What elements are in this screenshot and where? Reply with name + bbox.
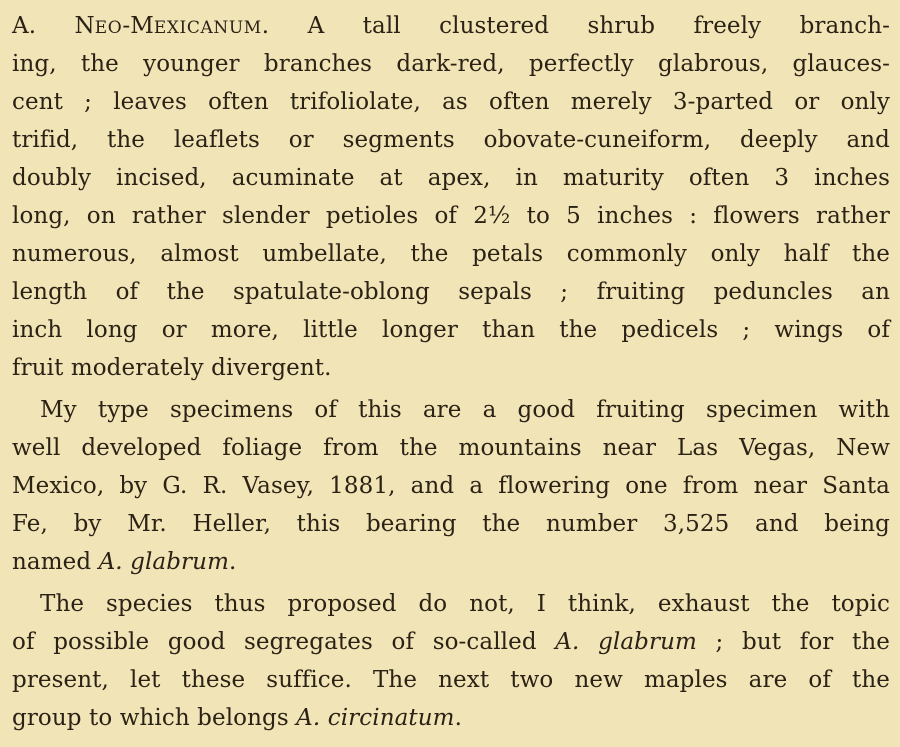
paragraph-1-line-7: numerous, almost umbellate, the petals commonly only half the (12, 241, 890, 267)
paragraph-1-line-10: fruit moderately divergent. (12, 355, 332, 381)
paragraph-1-line-5: doubly incised, acuminate at apex, in maturity often 3 inches (12, 165, 890, 191)
paragraph-3-line-4: group to which belongs A. circinatum. (12, 705, 463, 731)
paragraph-2-line-2: well developed foliage from the mountains near Las Vegas, New (12, 435, 890, 461)
paragraph-2-line-4: Fe, by Mr. Heller, this bearing the number 3,525 and being (12, 511, 890, 537)
paragraph-1-line-6: long, on rather slender petioles of 2½ to 5 inches : flowers rather (12, 203, 890, 229)
paragraph-1-line-3: cent ; leaves often trifoliolate, as often merely 3-parted or only (12, 89, 890, 115)
paragraph-1-line-8: length of the spatulate-oblong sepals ; fruiting peduncles an (12, 279, 890, 305)
paragraph-2-line-1: My type specimens of this are a good fruiting specimen with (40, 397, 890, 423)
paragraph-1-line-2: ing, the younger branches dark-red, perfectly glabrous, glauces- (12, 51, 890, 77)
paragraph-3-line-1: The species thus proposed do not, I think, exhaust the topic (40, 591, 890, 617)
paragraph-3-line-2: of possible good segregates of so-called A. glabrum ; but for the (12, 629, 890, 655)
paragraph-3-line-3: present, let these suffice. The next two new maples are of the (12, 667, 890, 693)
paragraph-1-line-9: inch long or more, little longer than the pedicels ; wings of (12, 317, 890, 343)
paragraph-1-line-4: trifid, the leaflets or segments obovate-cuneiform, deeply and (12, 127, 890, 153)
paragraph-1-line-1: A. NEO-MEXICANUM. A tall clustered shrub freely branch- (12, 13, 890, 39)
paragraph-2-line-5: named A. glabrum. (12, 549, 237, 575)
paragraph-2-line-3: Mexico, by G. R. Vasey, 1881, and a flowering one from near Santa (12, 473, 890, 499)
